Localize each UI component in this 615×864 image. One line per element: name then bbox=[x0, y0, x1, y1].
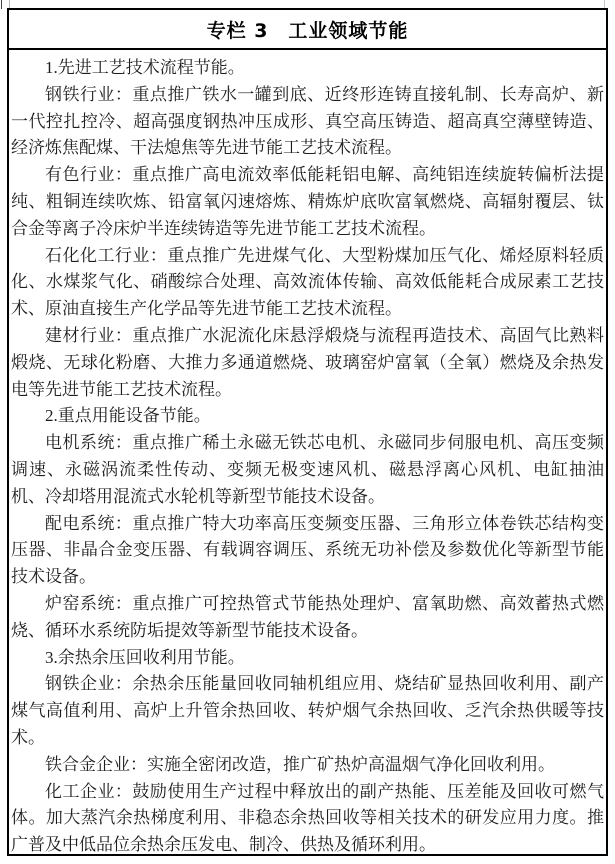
paragraph-3: 有色行业：重点推广高电流效率低能耗铝电解、高纯铝连续旋转偏析法提纯、粗铜连续吹炼、铅富氧闪速熔炼、精炼炉底吹富氧燃烧、高辐射覆层、钛合金等离子冷床炉半连续铸造等先进节能工艺技术流程。 bbox=[11, 165, 604, 238]
column-box-header bbox=[9, 10, 606, 50]
paragraph-13: 化工企业：鼓励使用生产过程中释放出的副产热能、压差能及回收可燃气体。加大蒸汽余热梯度利用、非稳态余热回收等相关技术的研发应用力度。推广普及中低品位余热余压发电、制冷、供热及循环利用。 bbox=[11, 781, 604, 855]
column-box bbox=[7, 8, 608, 856]
paragraph-2: 钢铁行业：重点推广铁水一罐到底、近终形连铸直接轧制、长寿高炉、新一代控扎控冷、超高强度钢热冲压成形、真空高压铸造、超高真空薄壁铸造、经济炼焦配煤、干法熄焦等先进节能工艺技术流程。 bbox=[11, 84, 604, 158]
table-gridline-remnant-left-1 bbox=[1, 0, 2, 9]
paragraph-8: 配电系统：重点推广特大功率高压变频变压器、三角形立体卷铁芯结构变压器、非晶合金变压器、有载调容调压、系统无功补偿及参数优化等新型节能技术设备。 bbox=[11, 513, 604, 587]
paragraph-12: 铁合金企业：实施全密闭改造，推广矿热炉高温烟气净化回收利用。 bbox=[45, 754, 555, 774]
paragraph-9: 炉窑系统：重点推广可控热管式节能热处理炉、富氧助燃、高效蓄热式燃烧、循环水系统防垢提效等新型节能技术设备。 bbox=[11, 593, 604, 640]
paragraph-5: 建材行业：重点推广水泥流化床悬浮煅烧与流程再造技术、高固气比熟料煅烧、无球化粉磨、大推力多通道燃烧、玻璃窑炉富氧（全氧）燃烧及余热发电等先进节能工艺技术流程。 bbox=[11, 325, 604, 399]
paragraph-1: 1.先进工艺技术流程节能。 bbox=[45, 58, 245, 77]
paragraph-4: 石化化工行业：重点推广先进煤气化、大型粉煤加压气化、烯烃原料轻质化、水煤浆气化、硝酸综合处理、高效流体传输、高效低能耗合成尿素工艺技术、原油直接生产化学品等先进节能工艺技术流程。 bbox=[11, 245, 604, 319]
paragraph-10: 3.余热余压回收利用节能。 bbox=[45, 647, 245, 667]
column-box-body bbox=[9, 50, 606, 859]
paragraph-11: 钢铁企业：余热余压能量回收同轴机组应用、烧结矿显热回收利用、副产煤气高值利用、高炉上升管余热回收、转炉烟气余热回收、乏汽余热供暖等技术。 bbox=[11, 674, 604, 747]
paragraph-6: 2.重点用能设备节能。 bbox=[45, 406, 211, 426]
paragraph-7: 电机系统：重点推广稀土永磁无铁芯电机、永磁同步伺服电机、高压变频调速、永磁涡流柔性传动、变频无极变速风机、磁悬浮离心风机、电缸抽油机、冷却塔用混流式水轮机等新型节能技术设备。 bbox=[11, 433, 604, 506]
column-box-title: 专栏 3 工业领域节能 bbox=[206, 19, 409, 42]
